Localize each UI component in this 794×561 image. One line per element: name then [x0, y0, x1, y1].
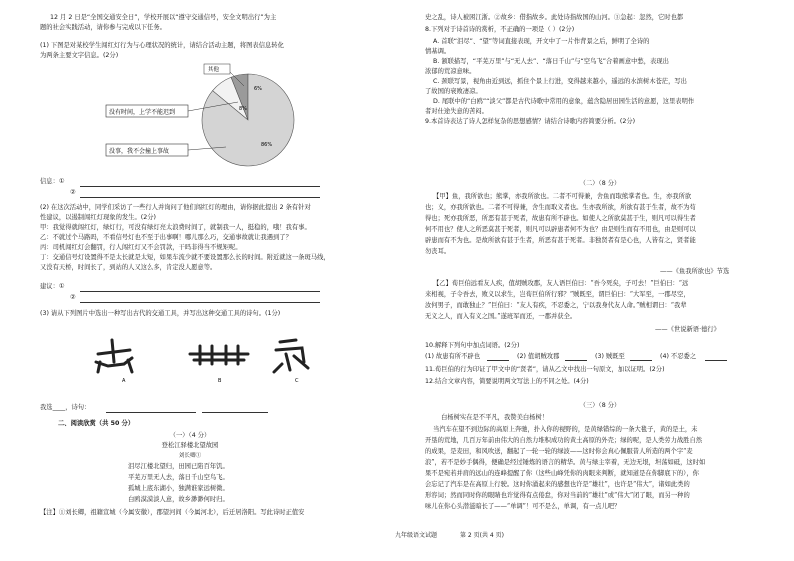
q8: 8.下列对于诗首诗的赏析，不正确的一项是（ ）(2分): [425, 26, 575, 33]
answer-line: [106, 412, 196, 413]
ancient-glyphs: [90, 332, 380, 384]
answer-line: [80, 197, 320, 198]
answer-line: [80, 302, 320, 303]
q8-option-d-cont: 者对仕途失意的苦闷。: [425, 108, 488, 115]
pie-label-b: 没事，我不会撞上事故: [109, 148, 170, 155]
q2-line-3: 甲：我觉得就闯红灯，绿灯行，可没有绿灯亮太浪费时间了，就制我一人，挺稳的，哦！我有事。: [40, 224, 311, 231]
passage-b-line-1: 【乙】荀巨伯远看友人疾，值胡贼攻郡，友人语巨伯曰：“吾今死矣，子可去！”巨伯曰：“远: [433, 280, 689, 287]
advice-label: 建议：①: [40, 283, 65, 290]
q10: 10.解释下列句中加点词语。(2分): [425, 342, 520, 349]
answer-line: [565, 360, 587, 361]
advice-2: ②: [70, 294, 76, 301]
info-label: 信息：①: [40, 178, 65, 185]
q2-line-7: 又没有天桥，时间长了，到站的人又这么多，肯定没人愿意等。: [40, 264, 217, 271]
passage-b-line-3: 汝何男子，而敢独止？”巨伯曰：“友人有疾，不忍委之，宁以我身代友人命。”贼相谓曰：“我辈: [425, 302, 687, 309]
footer-page: 第 2 页(共 4 页): [460, 532, 504, 539]
essay-line-7: 形容词；然而同时你的眼睛也许觉得有点倦怠，你对当前的“雄壮”或“伟大”闭了眼，而另一种的: [425, 492, 690, 499]
q10-item-1: (1) 故患有所不辟也: [425, 353, 480, 360]
pie-pct-c: 6%: [254, 86, 262, 92]
q2-line-2: 性建议，以遏制闯红灯现象的发生。(2分): [40, 214, 156, 221]
pie-slices: [202, 74, 294, 166]
q8-option-d: D. 尾联中的“白鸥”“淡父”都是古代诗歌中常用的意象，蕴含隐居田园生活的意愿，这里表明作: [433, 98, 695, 105]
glyph-b-label: B: [218, 378, 222, 384]
passage-a-line-1: 【甲】鱼，我所欲也；熊掌，亦我所欲也。二者不可得兼，舍鱼而取熊掌者也。生，亦我所欲: [433, 193, 692, 200]
answer-line: [705, 360, 727, 361]
pie-chart: [48, 62, 298, 172]
essay-title: 白杨树实在是不平凡，我赞美白杨树！: [441, 414, 549, 421]
q8-option-a: A. 首联“泪尽”、“望”等词直接表现，开文中了一片作背景之后，鲜明了全诗的: [433, 38, 650, 45]
pie-label-c: 其他: [208, 67, 220, 73]
glyph-b-icon: [190, 346, 248, 364]
passage-b-line-2: 来相视，子令吾去，败义以求生，岂荀巨伯所行邪？”贼既至，谓巨伯曰：“大军至，一郡尽空，: [425, 291, 690, 298]
intro-line-1: 12 月 2 日是“全国交通安全日”，学校开展以“遵守交通信号，安全文明出行”为主: [50, 14, 277, 21]
passage-a-line-6: 勿丧耳。: [425, 248, 451, 255]
essay-line-8: 味儿在你心头潜滋暗长了——“单调”！可不是么，单调，有一点儿吧？: [425, 503, 621, 510]
q10-item-3: (3) 贼既至: [595, 353, 625, 360]
q8-option-c: C. 颈联写景，视角由近到远，抓住个景上行进，变得越来越小，遥远的水滨树木苍茫，写出: [433, 78, 687, 85]
q8-option-a-cont: 情基调。: [425, 48, 451, 55]
poem-line-1: 泪尽江楼北望归，田园已陷百年饥。: [128, 463, 229, 470]
q8-option-b-cont: 浓郁的荒凉意味。: [425, 68, 476, 75]
q2-line-5: 丙：司机闯红灯会翻罚，行人闯红灯又不会罚款，干吗非得当不规矩呢。: [40, 244, 242, 251]
footer-grade: 九年级语文试题: [395, 532, 438, 539]
q2-line-1: (2) 在这次活动中，同学们采访了一些行人并询问了他们闯红灯的理由，请你据此提出 2 条有针对: [40, 204, 311, 211]
q8-option-c-cont: 了故国的衰败凄凉。: [425, 88, 482, 95]
essay-line-3: 的成果，是麦田，和风吹送，翻起了一轮一轮的绿波——这时你会真心佩服昔人所造的两个字“麦: [425, 448, 693, 455]
q10-item-4: (4) 不忍委之: [660, 353, 697, 360]
q9: 9.本首诗表达了诗人怎样复杂的思想感情？请结合诗歌内容简要分析。(2分): [425, 118, 636, 125]
passage-b-line-4: 无义之人，而入有义之国。”遂班军而还，一郡并获全。: [425, 313, 577, 320]
q2-line-4: 乙：不就过个马路吗，不看信号灯也不至于出事啊！哪儿那么巧，交通事故就让我遇到了？: [40, 234, 292, 241]
pie-pct-b: 86%: [261, 142, 273, 148]
passage-a-line-2: 也；义，亦我所欲也。二者不可得兼，舍生而取义者也。生亦我所欲，所欲有甚于生者，故不为苟: [425, 204, 696, 211]
essay-line-4: 浪”，若不是妙手偶得，便确是经过锤炼的语言的精华。黄与绿主宰着，无边无垠，坦荡如砥，这时如: [425, 459, 706, 466]
subsection-2-title: （二）（8 分）: [579, 180, 621, 187]
pie-label-a: 没有时间，上学不能迟到: [109, 109, 176, 116]
passage-a-line-5: 辟患而有不为也。是故所欲有甚于生者，所恶有甚于死者。非独贤者有是心也，人皆有之，贤者能: [425, 237, 696, 244]
answer-line: [630, 360, 652, 361]
glyph-c-icon: [274, 340, 308, 372]
poem-note: 【注】①刘长卿，祖籍宣城（今属安徽），郡望河间（今属河北），后迁居洛阳。写此诗时正值安: [40, 509, 305, 516]
section-2-title: 二、阅读欣赏（共 50 分）: [58, 420, 135, 427]
subsection-1-title: （一）（4 分）: [169, 432, 211, 439]
q2-line-6: 丁：交通信号灯设置得不是太长就是太短，如果车流少就不要设置那么长的时间。附近就这一条斑马线，: [40, 254, 330, 261]
essay-line-2: 开垦的荒地，几百万年前由伟大的自然力堆积成功的黄土高原的外壳；绿的呢，是人类劳力战胜自然: [425, 437, 703, 444]
info-2: ②: [70, 189, 76, 196]
essay-line-6: 会忘记了汽车是在高原上行驶。这时你涌起来的感想也许是“雄壮”，也许是“伟大”，诸如此类的: [425, 481, 690, 488]
q1-line-1: (1) 下图是对某校学生闯红灯行为与心理状况的统计，请结合活动主题，将图表信息转化: [40, 42, 284, 49]
answer-line: [80, 186, 320, 187]
poem-author: 刘长卿①: [178, 453, 202, 459]
answer-line: [80, 291, 320, 292]
glyph-a-label: A: [122, 378, 126, 384]
passage-b-source: ——《世说新语·德行》: [655, 326, 720, 333]
answer-line: [487, 360, 509, 361]
q1-line-2: 为两条主要文字信息。(2分): [40, 52, 119, 59]
q10-item-2: (2) 值胡贼攻郡: [517, 353, 560, 360]
q8-option-b: B. 颔联描写，“平芜万里”与“无人去”、“落日千山”与“空鸟飞”合着画意中愁，表现出: [433, 58, 669, 65]
choose-label: 我选____，诗句：: [40, 404, 91, 411]
glyph-c-label: C: [295, 378, 299, 384]
subsection-3-title: （三）（8 分）: [579, 402, 621, 409]
glyph-a-icon: [96, 340, 132, 372]
pie-pct-a: 8%: [239, 106, 247, 112]
essay-line-1: 当汽车在望不到边际的高原上奔驰，扑入你的视野的，是黄绿错综的一条大毯子，黄的是土，未: [433, 426, 698, 433]
q3-line: (3) 请从下列图片中选出一种写出古代的交通工具，并写出这种交通工具的诗句。(1分): [40, 310, 281, 317]
essay-line-5: 果不是宛若并肩的远山的连峰提醒了你（这些山峰凭你的肉眼来判断，就知道是在你脚底下的），你: [425, 470, 699, 477]
poem-line-4: 白鸥漠漠淡人意，故乡渺渺何时归。: [128, 496, 229, 503]
note-continued: 史之乱，诗人被困江浙。②故乡：借指故乡。此处诗指故国的山河。③急起：忽然，它时也都: [425, 14, 684, 21]
poem-title: 登松江驿楼北望故园: [161, 442, 219, 449]
answer-line: [202, 412, 268, 413]
intro-line-2: 题的社会实践活动，请你参与完成以下任务。: [40, 24, 166, 31]
passage-a-line-4: 何不用也？使人之所恶莫甚于死者，则凡可以辟患者何不为也？由是则生而有不用也，由是则可以: [425, 226, 696, 233]
q12: 12.结合文章内容，简要说明两文写法上的不同之处。(4分): [425, 378, 589, 385]
poem-line-3: 孤城上底东湖小，独满谁家远树微。: [128, 485, 229, 492]
passage-a-line-3: 得也；死亦我所恶，所恶有甚于死者，故患有所不辟也。如使人之所欲莫甚于生，则凡可以得生者: [425, 215, 696, 222]
q11: 11.荀巨伯的行为印证了甲文中的“贤者”，请从乙文中找出一句原文，加以证明。(2分): [425, 366, 665, 373]
passage-a-source: ——《鱼我所欲也》节选: [660, 268, 730, 275]
poem-line-2: 平芜万里无人去，落日千山空鸟飞。: [128, 474, 229, 481]
